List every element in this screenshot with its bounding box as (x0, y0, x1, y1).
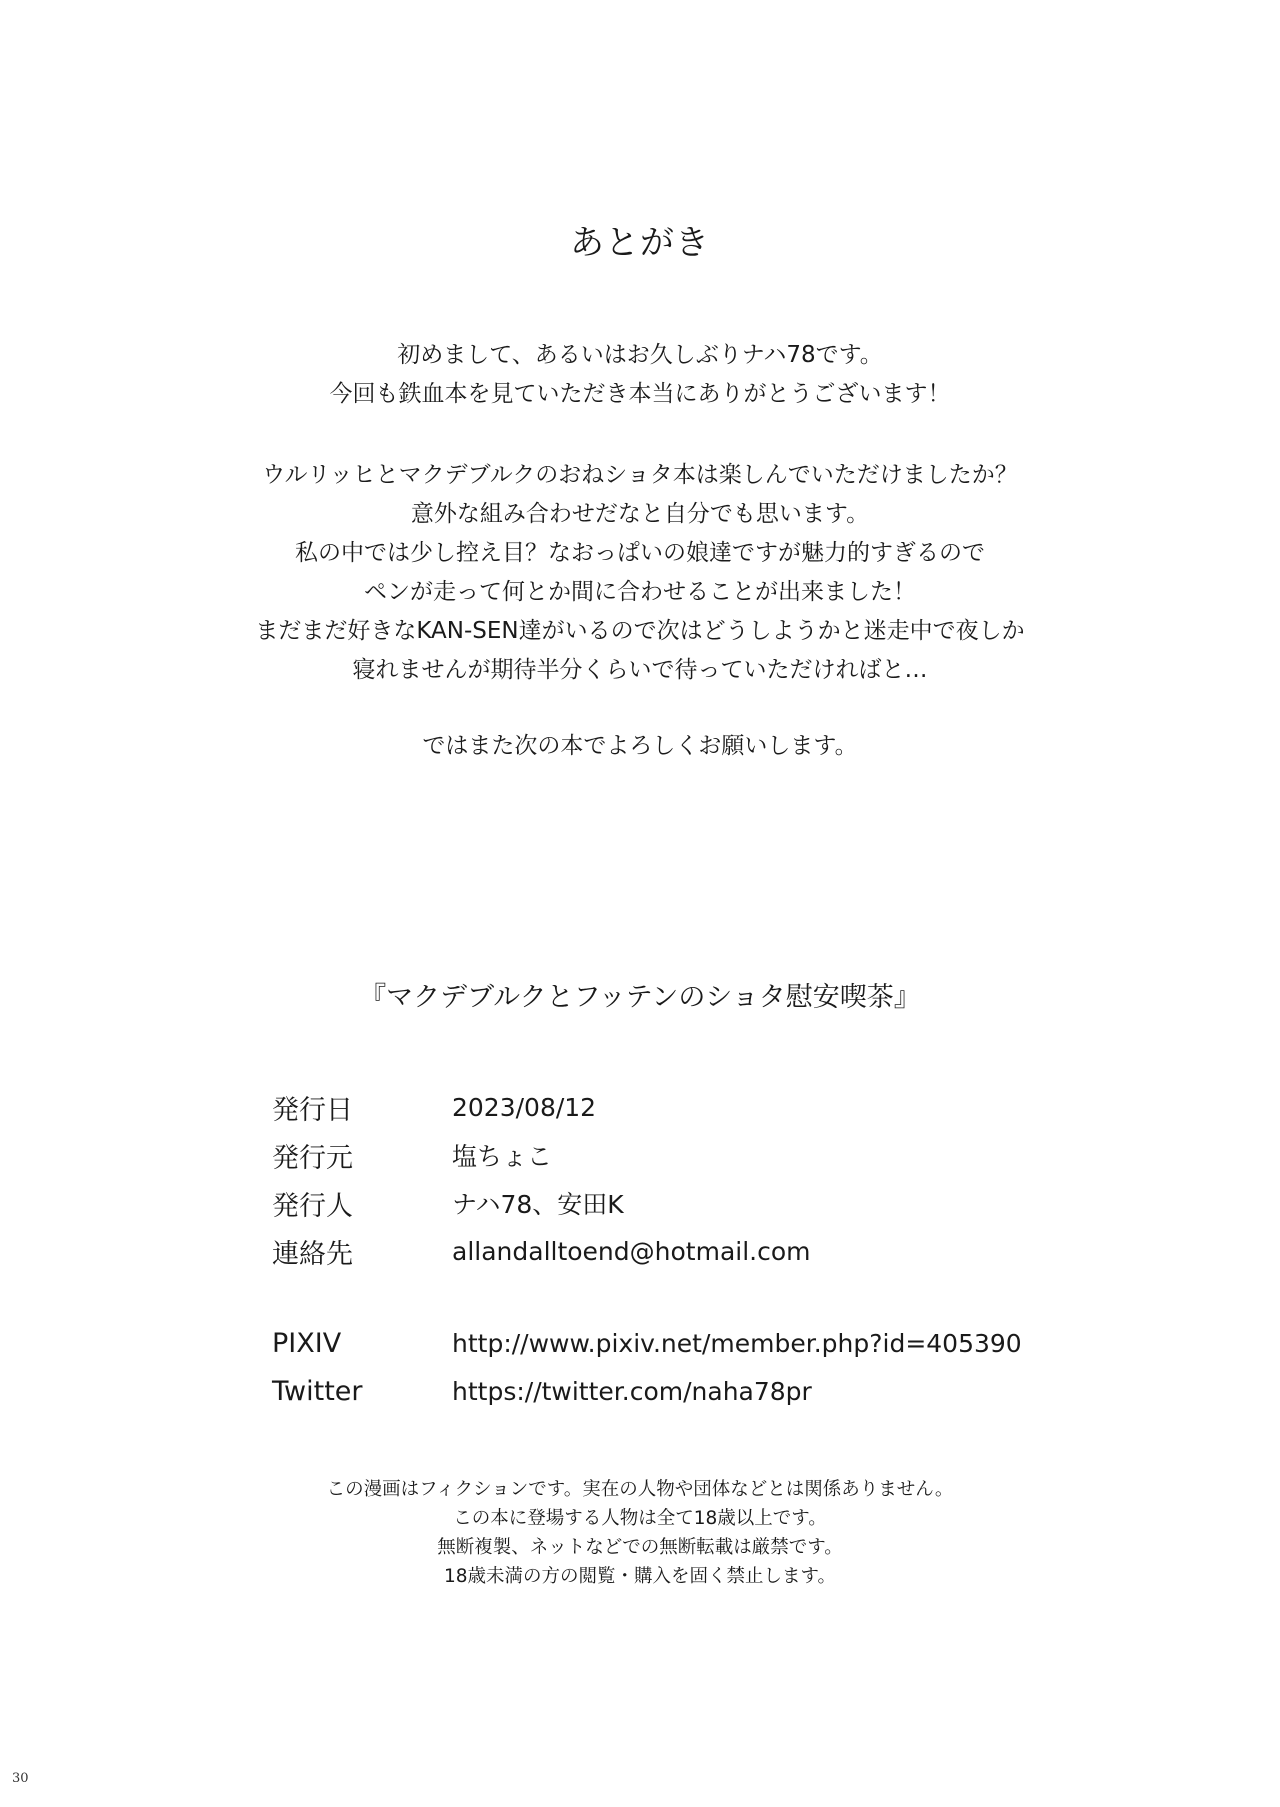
twitter-url: https://twitter.com/naha78pr (452, 1376, 812, 1406)
issuer-value: ナハ78、安田K (452, 1190, 624, 1219)
text-line: ウルリッヒとマクデブルクのおねショタ本は楽しんでいただけましたか？ (262, 462, 1018, 488)
contact-label: 連絡先 (272, 1238, 353, 1270)
issue-date-value: 2023/08/12 (452, 1092, 597, 1122)
publisher-label: 発行元 (272, 1142, 353, 1174)
contact-email: allandalltoend@hotmail.com (452, 1236, 811, 1266)
issuer-label: 発行人 (272, 1190, 353, 1222)
colophon-row-pixiv (272, 1319, 1032, 1367)
pixiv-label: PIXIV (272, 1327, 342, 1359)
colophon-row-twitter (272, 1367, 1032, 1415)
text-line: ではまた次の本でよろしくお願いします。 (422, 733, 858, 759)
afterword-paragraph-2 (0, 456, 1280, 690)
text-line: まだまだ好きなKAN-SEN達がいるので次はどうしようかと迷走中で夜しか (255, 618, 1025, 644)
book-title: 『マクデブルクとフッテンのショタ慰安喫茶』 (359, 982, 921, 1013)
legal-notice (0, 1475, 1280, 1591)
page-number: 30 (12, 1771, 29, 1786)
colophon-spacer (272, 1275, 1032, 1319)
afterword-paragraph-3 (0, 727, 1280, 766)
colophon-row-issue-date (272, 1083, 1032, 1131)
notice-line: この本に登場する人物は全て18歳以上です。 (453, 1508, 827, 1529)
notice-line: 無断複製、ネットなどでの無断転載は厳禁です。 (437, 1537, 843, 1558)
afterword-paragraph-1 (0, 336, 1280, 414)
twitter-label: Twitter (272, 1375, 363, 1407)
text-line: 初めまして、あるいはお久しぶりナハ78です。 (397, 342, 883, 368)
publisher-value: 塩ちょこ (452, 1142, 553, 1171)
page-title: あとがき (570, 223, 710, 263)
text-line: 寝れませんが期待半分くらいで待っていただければと… (352, 657, 928, 683)
colophon-row-contact (272, 1227, 1032, 1275)
notice-line: この漫画はフィクションです。実在の人物や団体などとは関係ありません。 (326, 1479, 954, 1500)
issue-date-label: 発行日 (272, 1094, 353, 1126)
text-line: 意外な組み合わせだなと自分でも思います。 (410, 501, 870, 527)
text-line: 今回も鉄血本を見ていただき本当にありがとうございます！ (329, 381, 951, 407)
text-line: ペンが走って何とか間に合わせることが出来ました！ (364, 579, 916, 605)
colophon (272, 1083, 1032, 1415)
notice-line: 18歳未満の方の閲覧・購入を固く禁止します。 (443, 1566, 837, 1587)
text-line: 私の中では少し控え目？なおっぱいの娘達ですが魅力的すぎるので (295, 540, 985, 566)
pixiv-url: http://www.pixiv.net/member.php?id=405390 (452, 1328, 1022, 1358)
colophon-row-publisher (272, 1131, 1032, 1179)
colophon-row-issuer (272, 1179, 1032, 1227)
